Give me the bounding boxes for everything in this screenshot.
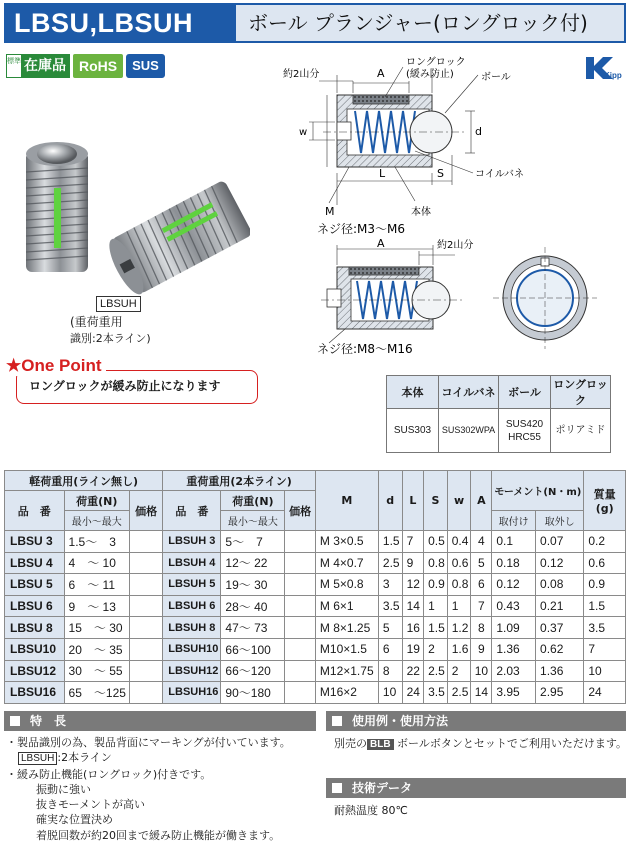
cell-mass: 3.5 bbox=[584, 617, 626, 639]
table-row bbox=[5, 638, 626, 660]
cell-dim-A: 4 bbox=[471, 531, 492, 553]
stock-badge-small: 標準 bbox=[7, 57, 21, 65]
product-photo bbox=[18, 138, 250, 298]
spec-header-heavy: 重荷重用(2本ライン) bbox=[163, 471, 316, 491]
cell-price-light bbox=[130, 552, 163, 574]
cell-load-heavy: 12〜 22 bbox=[221, 552, 285, 574]
cell-load-light: 1.5〜 3 bbox=[64, 531, 130, 553]
spec-header-remove: 取外し bbox=[536, 511, 584, 531]
features-list bbox=[6, 735, 291, 843]
one-point-text: ロングロックが緩み防止になります bbox=[29, 379, 221, 393]
cell-moment-install: 0.43 bbox=[492, 595, 536, 617]
stock-badge-large: 在庫品 bbox=[21, 55, 69, 77]
technical-drawing bbox=[265, 55, 630, 365]
cell-part-number-light: LBSU12 bbox=[5, 660, 65, 682]
cell-load-heavy: 66〜100 bbox=[221, 638, 285, 660]
cell-price-light bbox=[130, 617, 163, 639]
usage-post: ボールボタンとセットでご利用いただけます。 bbox=[393, 737, 627, 750]
table-row bbox=[5, 531, 626, 553]
cell-load-heavy: 28〜 40 bbox=[221, 595, 285, 617]
plunger-heavy-image bbox=[103, 180, 250, 298]
cell-load-light: 9 〜 13 bbox=[64, 595, 130, 617]
cell-dim-S: 1.5 bbox=[424, 617, 448, 639]
usage-title: 使用例・使用方法 bbox=[326, 711, 626, 731]
plunger-light-image bbox=[26, 142, 88, 272]
spec-header-price-light: 価格 bbox=[130, 491, 163, 531]
spec-header-price-heavy: 価格 bbox=[285, 491, 315, 531]
cell-mass: 0.6 bbox=[584, 552, 626, 574]
cell-part-number-heavy: LBSUH 4 bbox=[163, 552, 221, 574]
label-body: 本体 bbox=[411, 207, 431, 218]
spec-header-load-heavy: 荷重(N) bbox=[221, 491, 285, 511]
spec-header-partno-heavy: 品 番 bbox=[163, 491, 221, 531]
spec-header-moment: モーメント(N・m) bbox=[492, 471, 584, 511]
cell-thread-M: M10×1.5 bbox=[315, 638, 378, 660]
cell-thread-M: M 4×0.7 bbox=[315, 552, 378, 574]
cell-dim-A: 5 bbox=[471, 552, 492, 574]
table-row bbox=[5, 660, 626, 682]
cell-mass: 1.5 bbox=[584, 595, 626, 617]
drawing-small bbox=[309, 67, 478, 205]
spec-header-partno-light: 品 番 bbox=[5, 491, 65, 531]
cell-dim-w: 0.6 bbox=[447, 552, 471, 574]
cell-part-number-heavy: LBSUH 5 bbox=[163, 574, 221, 596]
cell-part-number-light: LBSU 3 bbox=[5, 531, 65, 553]
cell-load-light: 65 〜125 bbox=[64, 682, 130, 704]
product-header bbox=[4, 3, 626, 43]
cell-price-light bbox=[130, 638, 163, 660]
cell-mass: 0.2 bbox=[584, 531, 626, 553]
cell-moment-install: 3.95 bbox=[492, 682, 536, 704]
cell-dim-L: 19 bbox=[402, 638, 423, 660]
cell-price-heavy bbox=[285, 682, 315, 704]
cell-part-number-light: LBSU 8 bbox=[5, 617, 65, 639]
cell-moment-install: 2.03 bbox=[492, 660, 536, 682]
cell-thread-M: M 3×0.5 bbox=[315, 531, 378, 553]
cell-part-number-heavy: LBSUH10 bbox=[163, 638, 221, 660]
cell-dim-L: 14 bbox=[402, 595, 423, 617]
label-coil: コイルバネ bbox=[475, 169, 524, 180]
cell-dim-d: 5 bbox=[378, 617, 402, 639]
cell-load-light: 20 〜 35 bbox=[64, 638, 130, 660]
cell-dim-S: 2 bbox=[424, 638, 448, 660]
cell-part-number-heavy: LBSUH 8 bbox=[163, 617, 221, 639]
cell-price-heavy bbox=[285, 595, 315, 617]
feature-moment: 抜きモーメントが高い bbox=[36, 798, 146, 812]
cell-load-light: 4 〜 10 bbox=[64, 552, 130, 574]
cell-thread-M: M 8×1.25 bbox=[315, 617, 378, 639]
product-code: LBSU,LBSUH bbox=[6, 5, 236, 41]
cell-dim-S: 0.5 bbox=[424, 531, 448, 553]
cell-thread-M: M 5×0.8 bbox=[315, 574, 378, 596]
cell-dim-w: 0.4 bbox=[447, 531, 471, 553]
cell-thread-M: M 6×1 bbox=[315, 595, 378, 617]
cell-price-heavy bbox=[285, 660, 315, 682]
mat-value-spring: SUS302WPA bbox=[439, 409, 499, 453]
cell-price-heavy bbox=[285, 531, 315, 553]
cell-load-heavy: 90〜180 bbox=[221, 682, 285, 704]
spec-header-d: d bbox=[378, 471, 402, 531]
usage-blb-tag: BLB bbox=[367, 739, 394, 750]
cell-load-light: 30 〜 55 bbox=[64, 660, 130, 682]
cell-moment-remove: 0.62 bbox=[536, 638, 584, 660]
cell-moment-install: 1.36 bbox=[492, 638, 536, 660]
cell-moment-remove: 0.08 bbox=[536, 574, 584, 596]
label-thread-small: ネジ径:M3〜M6 bbox=[317, 222, 406, 236]
label-longlock-note: (緩み防止) bbox=[406, 69, 454, 80]
mat-value-body: SUS303 bbox=[387, 409, 439, 453]
cell-dim-L: 7 bbox=[402, 531, 423, 553]
cell-dim-w: 2 bbox=[447, 660, 471, 682]
cell-thread-M: M12×1.75 bbox=[315, 660, 378, 682]
cell-part-number-light: LBSU 4 bbox=[5, 552, 65, 574]
badge-row bbox=[6, 54, 165, 78]
cell-dim-d: 3 bbox=[378, 574, 402, 596]
feature-marking-detail bbox=[6, 750, 291, 766]
cell-dim-w: 1.6 bbox=[447, 638, 471, 660]
lbsuh-tag: LBSUH bbox=[96, 296, 141, 312]
cell-dim-S: 0.8 bbox=[424, 552, 448, 574]
cell-price-light bbox=[130, 660, 163, 682]
usage-pre: 別売の bbox=[334, 737, 367, 750]
spec-header-M: M bbox=[315, 471, 378, 531]
cell-load-heavy: 66〜120 bbox=[221, 660, 285, 682]
stock-badge bbox=[6, 54, 70, 78]
cell-part-number-heavy: LBSUH 6 bbox=[163, 595, 221, 617]
cell-dim-S: 0.9 bbox=[424, 574, 448, 596]
label-2yama: 約2山分 bbox=[283, 69, 320, 80]
spec-table bbox=[4, 470, 626, 704]
feature-marking: ・製品識別の為、製品背面にマーキングが付いています。 bbox=[6, 736, 291, 749]
label-S: S bbox=[437, 167, 444, 180]
cell-price-light bbox=[130, 574, 163, 596]
feature-vibration: 振動に強い bbox=[36, 782, 91, 796]
rohs-badge: RoHS bbox=[73, 54, 123, 78]
spec-header-light: 軽荷重用(ライン無し) bbox=[5, 471, 163, 491]
spec-header-w: w bbox=[447, 471, 471, 531]
label-longlock: ロングロック bbox=[406, 57, 466, 68]
mat-header-spring: コイルバネ bbox=[439, 376, 499, 409]
cell-dim-d: 2.5 bbox=[378, 552, 402, 574]
spec-header-load-sub-heavy: 最小〜最大 bbox=[221, 511, 285, 531]
spec-header-load-sub-light: 最小〜最大 bbox=[64, 511, 130, 531]
feature-lbsuh-lines: :2本ライン bbox=[57, 751, 112, 765]
cell-dim-L: 22 bbox=[402, 660, 423, 682]
feature-longlock: ・緩み防止機能(ロングロック)付きです。 bbox=[6, 767, 212, 781]
cell-price-heavy bbox=[285, 574, 315, 596]
cell-dim-w: 2.5 bbox=[447, 682, 471, 704]
cell-mass: 24 bbox=[584, 682, 626, 704]
label-M: M bbox=[325, 205, 335, 218]
cell-moment-remove: 0.37 bbox=[536, 617, 584, 639]
spec-header-install: 取付け bbox=[492, 511, 536, 531]
material-table bbox=[386, 375, 611, 453]
kipp-logo-text: Kipp bbox=[604, 71, 622, 80]
cell-part-number-heavy: LBSUH 3 bbox=[163, 531, 221, 553]
sus-badge: SUS bbox=[126, 54, 165, 78]
cell-price-heavy bbox=[285, 552, 315, 574]
usage-text bbox=[334, 736, 627, 752]
cell-dim-A: 6 bbox=[471, 574, 492, 596]
cell-price-heavy bbox=[285, 638, 315, 660]
label-w: w bbox=[299, 127, 308, 138]
cell-dim-d: 3.5 bbox=[378, 595, 402, 617]
spec-header-mass-label: 質量 bbox=[593, 488, 616, 501]
cell-load-light: 6 〜 11 bbox=[64, 574, 130, 596]
cell-part-number-light: LBSU10 bbox=[5, 638, 65, 660]
cell-mass: 0.9 bbox=[584, 574, 626, 596]
cell-dim-A: 7 bbox=[471, 595, 492, 617]
spec-header-mass bbox=[584, 471, 626, 531]
features-title: 特 長 bbox=[4, 711, 316, 731]
cell-dim-d: 8 bbox=[378, 660, 402, 682]
cell-dim-w: 1.2 bbox=[447, 617, 471, 639]
cell-moment-remove: 0.21 bbox=[536, 595, 584, 617]
cell-dim-L: 24 bbox=[402, 682, 423, 704]
cell-dim-L: 16 bbox=[402, 617, 423, 639]
cell-dim-S: 3.5 bbox=[424, 682, 448, 704]
cell-price-light bbox=[130, 531, 163, 553]
cell-moment-install: 0.12 bbox=[492, 574, 536, 596]
lbsuh-note-heavy: (重荷重用 bbox=[70, 315, 123, 329]
label-L: L bbox=[379, 167, 386, 180]
mat-header-lock: ロングロック bbox=[551, 376, 611, 409]
label-A-large: A bbox=[377, 237, 385, 250]
cell-moment-install: 1.09 bbox=[492, 617, 536, 639]
table-row bbox=[5, 574, 626, 596]
cell-load-light: 15 〜 30 bbox=[64, 617, 130, 639]
table-row bbox=[5, 595, 626, 617]
cell-dim-S: 2.5 bbox=[424, 660, 448, 682]
cell-dim-d: 10 bbox=[378, 682, 402, 704]
cell-dim-L: 9 bbox=[402, 552, 423, 574]
cell-part-number-light: LBSU 5 bbox=[5, 574, 65, 596]
cell-mass: 10 bbox=[584, 660, 626, 682]
spec-header-A: A bbox=[471, 471, 492, 531]
cell-load-heavy: 47〜 73 bbox=[221, 617, 285, 639]
cell-dim-w: 0.8 bbox=[447, 574, 471, 596]
feature-positioning: 確実な位置決め bbox=[36, 813, 113, 827]
lbsuh-note-lines: 識別:2本ライン) bbox=[70, 332, 151, 345]
cell-dim-d: 1.5 bbox=[378, 531, 402, 553]
label-2yama-large: 約2山分 bbox=[437, 240, 474, 251]
feature-lbsuh-tag: LBSUH bbox=[18, 752, 57, 765]
cell-dim-A: 14 bbox=[471, 682, 492, 704]
cell-part-number-light: LBSU16 bbox=[5, 682, 65, 704]
cell-dim-d: 6 bbox=[378, 638, 402, 660]
one-point-title: ★One Point bbox=[6, 356, 106, 376]
spec-header-S: S bbox=[424, 471, 448, 531]
cell-part-number-heavy: LBSUH12 bbox=[163, 660, 221, 682]
mat-header-body: 本体 bbox=[387, 376, 439, 409]
cell-part-number-light: LBSU 6 bbox=[5, 595, 65, 617]
cell-moment-remove: 2.95 bbox=[536, 682, 584, 704]
cell-moment-install: 0.18 bbox=[492, 552, 536, 574]
table-row bbox=[5, 617, 626, 639]
table-row bbox=[5, 552, 626, 574]
cell-load-heavy: 5〜 7 bbox=[221, 531, 285, 553]
label-ball: ボール bbox=[481, 72, 511, 83]
spec-header-load-light: 荷重(N) bbox=[64, 491, 130, 511]
mat-value-ball: SUS420 HRC55 bbox=[499, 409, 551, 453]
cell-dim-S: 1 bbox=[424, 595, 448, 617]
cell-load-heavy: 19〜 30 bbox=[221, 574, 285, 596]
spec-header-L: L bbox=[402, 471, 423, 531]
cell-dim-A: 9 bbox=[471, 638, 492, 660]
product-title: ボール プランジャー(ロングロック付) bbox=[236, 5, 624, 41]
table-row bbox=[5, 682, 626, 704]
cell-moment-remove: 1.36 bbox=[536, 660, 584, 682]
cell-dim-A: 8 bbox=[471, 617, 492, 639]
drawing-large bbox=[321, 245, 597, 349]
label-thread-large: ネジ径:M8〜M16 bbox=[317, 342, 413, 356]
spec-header-mass-unit: (g) bbox=[595, 502, 614, 515]
cell-thread-M: M16×2 bbox=[315, 682, 378, 704]
label-d: d bbox=[475, 125, 482, 138]
cell-dim-w: 1 bbox=[447, 595, 471, 617]
cell-price-light bbox=[130, 682, 163, 704]
cell-moment-install: 0.1 bbox=[492, 531, 536, 553]
cell-price-heavy bbox=[285, 617, 315, 639]
mat-value-lock: ポリアミド bbox=[551, 409, 611, 453]
cell-dim-A: 10 bbox=[471, 660, 492, 682]
cell-mass: 7 bbox=[584, 638, 626, 660]
cell-moment-remove: 0.12 bbox=[536, 552, 584, 574]
cell-dim-L: 12 bbox=[402, 574, 423, 596]
tech-title: 技術データ bbox=[326, 778, 626, 798]
cell-part-number-heavy: LBSUH16 bbox=[163, 682, 221, 704]
cell-moment-remove: 0.07 bbox=[536, 531, 584, 553]
label-A: A bbox=[377, 67, 385, 80]
mat-header-ball: ボール bbox=[499, 376, 551, 409]
tech-text: 耐熱温度 80℃ bbox=[334, 804, 408, 817]
cell-price-light bbox=[130, 595, 163, 617]
feature-reuse: 着脱回数が約20回まで緩み防止機能が働きます。 bbox=[36, 828, 281, 842]
